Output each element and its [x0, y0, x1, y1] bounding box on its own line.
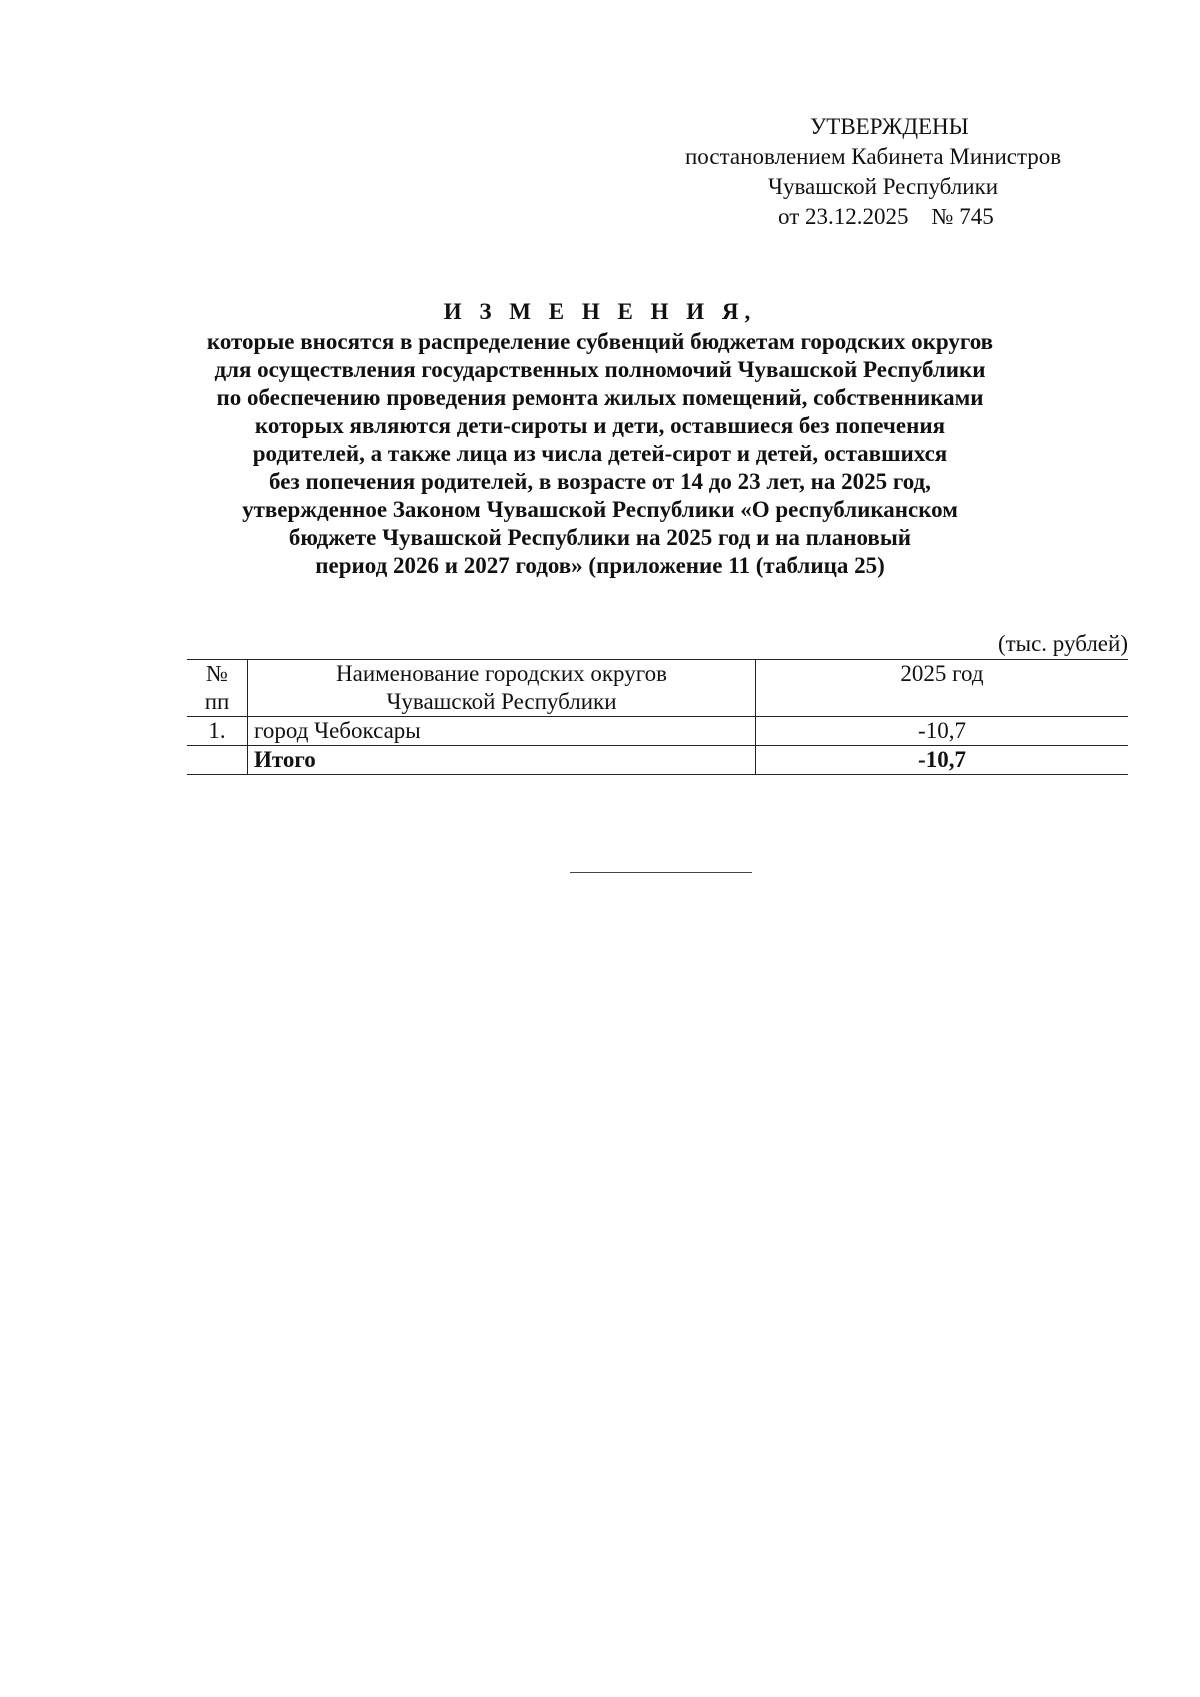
table-header-row — [187, 660, 1128, 717]
approval-block — [620, 112, 1200, 232]
total-value: -10,7 — [756, 746, 1129, 775]
title-line: без попечения родителей, в возрасте от 14 до 23 лет, на 2025 год, — [269, 469, 931, 494]
approval-heading: УТВЕРЖДЕНЫ — [810, 114, 969, 139]
header-number-line1: № — [206, 661, 228, 686]
header-number-line2: пп — [204, 689, 230, 714]
title-line: утвержденное Законом Чувашской Республики «О республиканском — [242, 497, 958, 522]
total-label: Итого — [248, 746, 756, 775]
table-total-row — [187, 746, 1128, 775]
approval-region: Чувашской Республики — [768, 174, 999, 199]
document-title — [0, 298, 1200, 580]
row-name: город Чебоксары — [248, 717, 756, 746]
header-value: 2025 год — [756, 660, 1129, 717]
approval-issuer: постановлением Кабинета Министров — [685, 144, 1062, 169]
end-divider — [570, 872, 752, 873]
table-row — [187, 717, 1128, 746]
title-line: бюджете Чувашской Республики на 2025 год и на плановый — [288, 525, 912, 550]
title-line: для осуществления государственных полномочий Чувашской Республики — [214, 357, 986, 382]
total-number — [187, 746, 248, 775]
units-label: (тыс. рублей) — [997, 631, 1128, 656]
header-name — [248, 660, 756, 717]
header-name-line1: Наименование городских округов — [336, 661, 667, 686]
title-line: период 2026 и 2027 годов» (приложение 11 (таблица 25) — [315, 553, 885, 578]
title-line: которых являются дети-сироты и дети, оставшиеся без попечения — [254, 413, 946, 438]
title-line: родителей, а также лица из числа детей-сирот и детей, оставшихся — [252, 441, 948, 466]
row-number: 1. — [187, 717, 248, 746]
title-line: по обеспечению проведения ремонта жилых помещений, собственниками — [216, 385, 984, 410]
title-heading: И З М Е Н Е Н И Я, — [443, 299, 757, 324]
title-line: которые вносятся в распределение субвенций бюджетам городских округов — [206, 329, 994, 354]
subvention-table — [187, 659, 1128, 775]
header-name-line2: Чувашской Республики — [386, 689, 617, 714]
approval-date-number: от 23.12.2025 № 745 — [778, 204, 994, 229]
header-number — [187, 660, 248, 717]
row-value: -10,7 — [756, 717, 1129, 746]
